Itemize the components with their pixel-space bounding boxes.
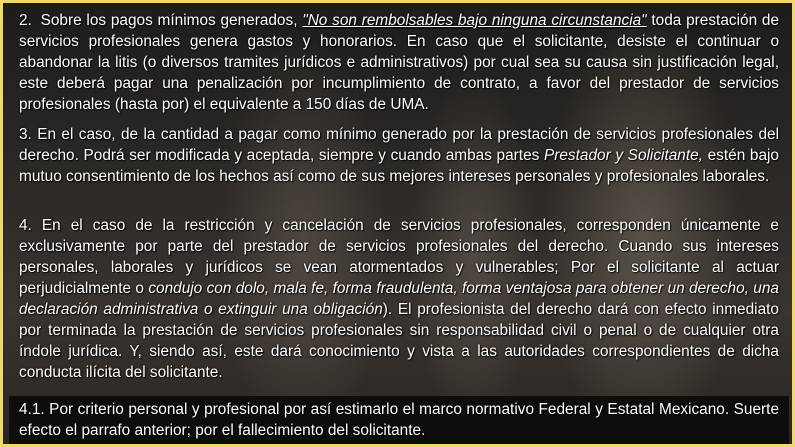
paragraph-4-lead: 4. En el caso de la restricción y cancelación de servicios profesionales, corresponden únicamente e exclusivamente por parte del prestador de servicios profesionales del derecho. Cuando sus intereses personales, laborales y jurídicos se vean atormentados y vulnerables; Por el solicitante al actuar perjudicialmente o bbox=[19, 217, 779, 297]
paragraph-2-quote: "No son rembolsables bajo ninguna circunstancia" bbox=[302, 12, 647, 29]
paragraph-2-lead: Sobre los pagos mínimos generados, bbox=[40, 12, 298, 29]
paragraph-2-number: 2. bbox=[19, 12, 32, 29]
paragraph-4-rest: ). El profesionista del derecho dará con efecto inmediato por terminada la prestación de servicios profesionales sin responsabilidad civil o penal o de cualquier otra índole jurídica. Y, siendo así, este dará conocimiento y vista a las autoridades correspondientes de dicha conducta ilícita del solicitante. bbox=[19, 301, 779, 381]
paragraph-2-rest: toda prestación de servicios profesionales genera gastos y honorarios. En caso que el solicitante, desiste el continuar o abandonar la litis (o diversos tramites jurídicos e administrativos) por cual sea su causa sin justificación legal, este deberá pagar una penalización por incumplimiento de contrato, a favor del prestador de servicios profesionales (hasta por) el equivalente a 150 días de UMA. bbox=[19, 12, 779, 113]
paragraph-4-italic: condujo con dolo, mala fe, forma fraudulenta, forma ventajosa para obtener un derecho, una declaración administrativa o extinguir una obligación bbox=[19, 280, 779, 318]
paragraph-3 bbox=[19, 124, 779, 187]
paragraph-2 bbox=[19, 10, 779, 115]
paragraph-3-rest: estén bajo mutuo consentimiento de los hechos así como de sus mejores intereses personales y profesionales laborales. bbox=[19, 147, 779, 185]
paragraph-4 bbox=[19, 215, 779, 383]
paragraph-4-1: 4.1. Por criterio personal y profesional por así estimarlo el marco normativo Federal y Estatal Mexicano. Suerte efecto el parrafo anterior; por el fallecimiento del solicitante. bbox=[19, 401, 779, 439]
paragraph-3-lead: 3. En el caso, de la cantidad a pagar como mínimo generado por la prestación de servicios profesionales del derecho. Podrá ser modificada y aceptada, siempre y cuando ambas partes bbox=[19, 126, 779, 164]
paragraph-3-italic: Prestador y Solicitante, bbox=[543, 147, 703, 164]
